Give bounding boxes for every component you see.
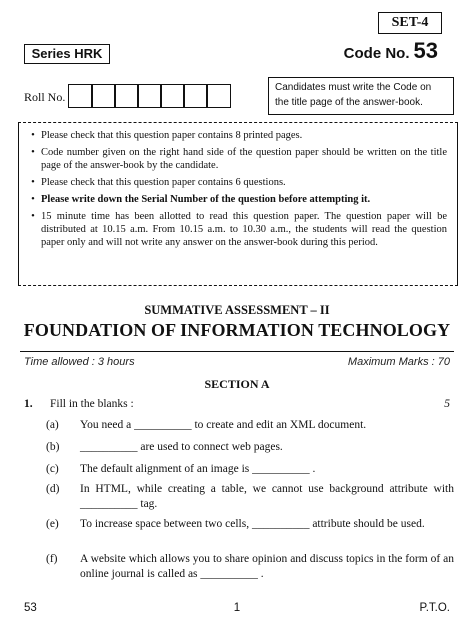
code-value: 53 xyxy=(413,38,438,63)
footer-code: 53 xyxy=(24,602,37,614)
instruction-text: Code number given on the right hand side of the question paper should be written on the title page of the answer-book by the candidate. xyxy=(41,147,447,171)
instruction-text: 15 minute time has been allotted to read this question paper. The question paper will be distributed at 10.15 a.m. From 10.15 a.m. to 10.30 a.m., the students will read the question paper only and will not write any answer on the answer-book during this period. xyxy=(41,211,447,248)
sub-question xyxy=(46,418,454,433)
code-number xyxy=(344,38,438,64)
sub-question-label: (f) xyxy=(46,553,58,565)
instructions-box xyxy=(18,122,458,286)
maximum-marks: Maximum Marks : 70 xyxy=(347,356,450,368)
sub-question-label: (b) xyxy=(46,441,60,453)
roll-digit-box xyxy=(183,84,208,108)
page-number: 1 xyxy=(233,602,241,614)
roll-digit-box xyxy=(206,84,231,108)
sub-question-label: (d) xyxy=(46,483,60,495)
instruction-item xyxy=(25,210,447,249)
question-number: 1. xyxy=(24,398,33,410)
sub-question-label: (a) xyxy=(46,419,59,431)
instruction-item xyxy=(25,176,447,189)
sub-question-text: In HTML, while creating a table, we cannot use background attribute with __________ tag. xyxy=(80,483,454,510)
divider xyxy=(20,351,454,352)
time-allowed: Time allowed : 3 hours xyxy=(24,356,135,368)
sub-question xyxy=(46,440,454,455)
sub-question-text: A website which allows you to share opinion and discuss topics in the form of an online journal is called as __________ . xyxy=(80,553,454,580)
series-badge: Series HRK xyxy=(24,44,110,64)
roll-number-boxes xyxy=(68,84,229,108)
assessment-title: SUMMATIVE ASSESSMENT – II xyxy=(144,303,330,317)
sub-question xyxy=(46,482,454,512)
sub-question-label: (e) xyxy=(46,518,59,530)
sub-question-label: (c) xyxy=(46,463,59,475)
instruction-item xyxy=(25,129,447,142)
instruction-item xyxy=(25,146,447,172)
roll-digit-box xyxy=(91,84,116,108)
sub-question xyxy=(46,517,454,532)
section-heading: SECTION A xyxy=(204,377,270,391)
instruction-text: Please check that this question paper contains 6 questions. xyxy=(41,177,286,188)
bullet-icon: • xyxy=(31,211,35,222)
bullet-icon: • xyxy=(31,194,35,205)
sub-question-text: To increase space between two cells, __________ attribute should be used. xyxy=(80,518,425,530)
question-text: Fill in the blanks : xyxy=(50,398,134,410)
question-marks: 5 xyxy=(444,398,450,410)
subject-title: FOUNDATION OF INFORMATION TECHNOLOGY xyxy=(23,320,451,340)
roll-digit-box xyxy=(160,84,185,108)
sub-question xyxy=(46,462,454,477)
sub-question xyxy=(46,552,454,582)
instruction-item xyxy=(25,193,447,206)
roll-digit-box xyxy=(68,84,93,108)
instruction-text: Please check that this question paper contains 8 printed pages. xyxy=(41,130,303,141)
set-badge: SET-4 xyxy=(378,12,442,34)
roll-digit-box xyxy=(114,84,139,108)
sub-question-text: You need a __________ to create and edit an XML document. xyxy=(80,419,367,431)
roll-digit-box xyxy=(137,84,162,108)
roll-number-label: Roll No. xyxy=(24,90,66,104)
bullet-icon: • xyxy=(31,177,35,188)
instruction-text: Please write down the Serial Number of the question before attempting it. xyxy=(41,194,371,205)
candidate-note-box: Candidates must write the Code on the title page of the answer-book. xyxy=(268,77,454,115)
code-label: Code No. xyxy=(343,45,410,62)
sub-question-text: The default alignment of an image is __________ . xyxy=(80,463,316,475)
bullet-icon: • xyxy=(31,130,35,141)
bullet-icon: • xyxy=(31,147,35,158)
sub-question-text: __________ are used to connect web pages. xyxy=(80,441,283,453)
pto-label: P.T.O. xyxy=(419,602,450,614)
